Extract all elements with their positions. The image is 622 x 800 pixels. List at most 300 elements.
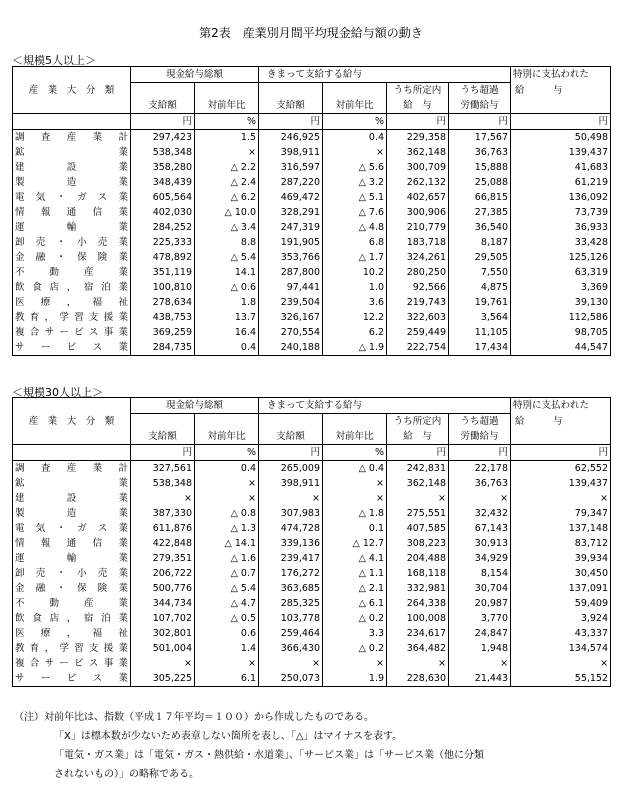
cell-value: 36,540 [449,220,511,235]
industry-name: 運輸業 [13,551,131,566]
cell-value: 398,911 [259,476,323,491]
table-row [13,340,611,356]
cell-value: 229,358 [387,130,449,146]
cell-value: × [323,491,387,506]
note-2: 「X」は標本数が少ないため表章しない箇所を表し、「△」はマイナスを表す。 [54,731,403,742]
table-row [13,310,611,325]
cell-value: 36,763 [449,145,511,160]
industry-name: 調査産業計 [13,130,131,146]
cell-value: △ 0.6 [195,280,259,295]
cell-value: 36,763 [449,476,511,491]
cell-value: 247,319 [259,220,323,235]
cell-value: × [387,656,449,671]
cell-value: 39,130 [511,295,611,310]
cell-value: 326,167 [259,310,323,325]
cell-value: 112,586 [511,310,611,325]
cell-value: 407,585 [387,521,449,536]
cell-value: 3,924 [511,611,611,626]
cell-value: 438,753 [131,310,195,325]
cell-value: 228,630 [387,671,449,687]
header-amount: 支給額 [131,414,195,445]
cell-value: × [259,491,323,506]
cell-value: △ 2.1 [323,581,387,596]
cell-value: △ 14.1 [195,536,259,551]
section-label-5: ＜規模5人以上＞ [12,54,96,67]
table-body-size5 [13,130,611,356]
cell-value: 19,761 [449,295,511,310]
industry-name: 教育，学習支援業 [13,310,131,325]
industry-name: 不動産業 [13,596,131,611]
cell-value: 234,617 [387,626,449,641]
cell-value: 50,498 [511,130,611,146]
cell-value: 259,464 [259,626,323,641]
cell-value: △ 3.2 [323,175,387,190]
table-row [13,175,611,190]
cell-value: 364,482 [387,641,449,656]
cell-value: 500,776 [131,581,195,596]
cell-value: 264,338 [387,596,449,611]
table-row [13,506,611,521]
industry-name: サービス業 [13,671,131,687]
cell-value: △ 0.5 [195,611,259,626]
unit-pct: % [323,114,387,130]
cell-value: 66,815 [449,190,511,205]
cell-value: △ 0.8 [195,506,259,521]
cell-value: 98,705 [511,325,611,340]
cell-value: △ 1.7 [323,250,387,265]
cell-value: △ 5.4 [195,581,259,596]
table-row [13,190,611,205]
header-total: 現金給与総額 [131,67,259,83]
cell-value: 280,250 [387,265,449,280]
cell-value: 287,800 [259,265,323,280]
cell-value: 39,934 [511,551,611,566]
cell-value: 0.4 [323,130,387,146]
cell-value: 1.0 [323,280,387,295]
cell-value: 7,550 [449,265,511,280]
table-row [13,641,611,656]
cell-value: 63,319 [511,265,611,280]
table-row [13,235,611,250]
table-size30 [12,397,611,687]
table-row [13,611,611,626]
unit-yen: 円 [387,114,449,130]
industry-name: 医療，福祉 [13,626,131,641]
cell-value: 387,330 [131,506,195,521]
cell-value: 1.4 [195,641,259,656]
cell-value: 92,566 [387,280,449,295]
cell-value: △ 0.2 [323,611,387,626]
table-row [13,671,611,687]
cell-value: 24,847 [449,626,511,641]
note-1: （注）対前年比は、指数（平成１７年平均＝１００）から作成したものである。 [14,712,374,723]
cell-value: 284,252 [131,220,195,235]
cell-value: 43,337 [511,626,611,641]
cell-value: △ 4.8 [323,220,387,235]
cell-value: 125,126 [511,250,611,265]
cell-value: 107,702 [131,611,195,626]
cell-value: 242,831 [387,461,449,477]
cell-value: 0.4 [195,461,259,477]
cell-value: × [131,656,195,671]
cell-value: 3.3 [323,626,387,641]
header-special: 特別に支払われた [511,67,611,83]
industry-name: 建設業 [13,160,131,175]
unit-yen: 円 [511,445,611,461]
header-scheduled: うち所定内 [387,414,449,430]
cell-value: 168,118 [387,566,449,581]
cell-value: 339,136 [259,536,323,551]
cell-value: 6.8 [323,235,387,250]
cell-value: 265,009 [259,461,323,477]
table-row [13,566,611,581]
cell-value: 328,291 [259,205,323,220]
cell-value: 36,933 [511,220,611,235]
cell-value: 285,325 [259,596,323,611]
cell-value: 474,728 [259,521,323,536]
table-row [13,145,611,160]
cell-value: 3.6 [323,295,387,310]
header-yoy: 対前年比 [323,83,387,114]
table-row [13,160,611,175]
cell-value: 67,143 [449,521,511,536]
cell-value: △ 1.3 [195,521,259,536]
header-overtime-2: 労働給与 [449,98,511,114]
cell-value: 348,439 [131,175,195,190]
table-body-size30 [13,461,611,687]
unit-pct: % [195,445,259,461]
cell-value: 422,848 [131,536,195,551]
cell-value: 363,685 [259,581,323,596]
cell-value: 478,892 [131,250,195,265]
cell-value: × [511,656,611,671]
header-yoy: 対前年比 [195,414,259,445]
cell-value: 275,551 [387,506,449,521]
cell-value: 297,423 [131,130,195,146]
industry-name: 不動産業 [13,265,131,280]
cell-value: 97,441 [259,280,323,295]
cell-value: △ 1.6 [195,551,259,566]
cell-value: △ 1.9 [323,340,387,356]
cell-value: △ 1.1 [323,566,387,581]
header-amount: 支給額 [259,83,323,114]
cell-value: 79,347 [511,506,611,521]
cell-value: 398,911 [259,145,323,160]
cell-value: 139,437 [511,145,611,160]
cell-value: 538,348 [131,476,195,491]
cell-value: 34,929 [449,551,511,566]
cell-value: 239,417 [259,551,323,566]
cell-value: 300,906 [387,205,449,220]
cell-value: 222,754 [387,340,449,356]
header-regular: きまって支給する給与 [259,398,511,414]
cell-value: 204,488 [387,551,449,566]
cell-value: 3,770 [449,611,511,626]
table-row [13,626,611,641]
cell-value: 250,073 [259,671,323,687]
table-row [13,130,611,146]
cell-value: 287,220 [259,175,323,190]
header-yoy: 対前年比 [195,83,259,114]
cell-value: 308,223 [387,536,449,551]
cell-value: 210,779 [387,220,449,235]
table-row [13,596,611,611]
cell-value: × [259,656,323,671]
cell-value: △ 3.4 [195,220,259,235]
header-industry: 産 業 大 分 類 [13,67,131,114]
cell-value: 538,348 [131,145,195,160]
cell-value: 206,722 [131,566,195,581]
cell-value: 351,119 [131,265,195,280]
header-scheduled-2: 給 与 [387,429,449,445]
industry-name: 鉱業 [13,476,131,491]
cell-value: 20,987 [449,596,511,611]
cell-value: 324,261 [387,250,449,265]
cell-value: 41,683 [511,160,611,175]
table-row [13,250,611,265]
cell-value: 100,810 [131,280,195,295]
header-yoy: 対前年比 [323,414,387,445]
cell-value: △ 2.4 [195,175,259,190]
header-regular: きまって支給する給与 [259,67,511,83]
cell-value: 139,437 [511,476,611,491]
cell-value: 30,704 [449,581,511,596]
industry-name: 運輸業 [13,220,131,235]
cell-value: 3,369 [511,280,611,295]
cell-value: 176,272 [259,566,323,581]
unit-yen: 円 [387,445,449,461]
cell-value: 14.1 [195,265,259,280]
table-size5 [12,66,611,356]
cell-value: 0.1 [323,521,387,536]
cell-value: 225,333 [131,235,195,250]
cell-value: 469,472 [259,190,323,205]
cell-value: 362,148 [387,145,449,160]
industry-name: 医療，福祉 [13,295,131,310]
cell-value: 44,547 [511,340,611,356]
cell-value: 300,709 [387,160,449,175]
industry-name: 調査産業計 [13,461,131,477]
cell-value: 6.1 [195,671,259,687]
cell-value: 136,092 [511,190,611,205]
unit-yen: 円 [511,114,611,130]
cell-value: 183,718 [387,235,449,250]
cell-value: 246,925 [259,130,323,146]
cell-value: 137,091 [511,581,611,596]
unit-yen: 円 [259,114,323,130]
cell-value: 316,597 [259,160,323,175]
cell-value: 353,766 [259,250,323,265]
section-label-30: ＜規模30人以上＞ [12,386,103,399]
table-row [13,461,611,477]
cell-value: × [449,491,511,506]
cell-value: × [195,491,259,506]
table-row [13,220,611,235]
cell-value: △ 0.7 [195,566,259,581]
cell-value: 0.6 [195,626,259,641]
header-overtime: うち超過 [449,83,511,99]
cell-value: 62,552 [511,461,611,477]
industry-name: 情報通信業 [13,536,131,551]
table-row [13,551,611,566]
table-row [13,265,611,280]
cell-value: △ 0.2 [323,641,387,656]
cell-value: △ 5.4 [195,250,259,265]
cell-value: × [323,656,387,671]
cell-value: 332,981 [387,581,449,596]
cell-value: 73,739 [511,205,611,220]
unit-pct: % [195,114,259,130]
cell-value: × [387,491,449,506]
cell-value: △ 2.2 [195,160,259,175]
header-scheduled-2: 給 与 [387,98,449,114]
cell-value: 4,875 [449,280,511,295]
cell-value: △ 5.1 [323,190,387,205]
cell-value: 134,574 [511,641,611,656]
header-amount: 支給額 [131,83,195,114]
cell-value: 1.8 [195,295,259,310]
cell-value: 284,735 [131,340,195,356]
cell-value: 362,148 [387,476,449,491]
cell-value: × [195,656,259,671]
cell-value: 30,913 [449,536,511,551]
cell-value: 137,148 [511,521,611,536]
table-row [13,280,611,295]
cell-value: × [131,491,195,506]
cell-value: 239,504 [259,295,323,310]
industry-name: 電気・ガス業 [13,190,131,205]
cell-value: 501,004 [131,641,195,656]
cell-value: × [195,476,259,491]
cell-value: 100,008 [387,611,449,626]
unit-yen: 円 [131,445,195,461]
cell-value: 27,385 [449,205,511,220]
table-row [13,205,611,220]
industry-name: 複合サービス事業 [13,656,131,671]
table-row [13,476,611,491]
cell-value: 33,428 [511,235,611,250]
cell-value: 30,450 [511,566,611,581]
cell-value: 605,564 [131,190,195,205]
cell-value: 16.4 [195,325,259,340]
unit-yen: 円 [131,114,195,130]
table-row [13,521,611,536]
industry-name: 教育，学習支援業 [13,641,131,656]
unit-yen: 円 [259,445,323,461]
cell-value: △ 5.6 [323,160,387,175]
table-row [13,491,611,506]
page-title: 第2表 産業別月間平均現金給与額の動き [199,26,423,40]
cell-value: 59,409 [511,596,611,611]
cell-value: 17,567 [449,130,511,146]
industry-name: 金融・保険業 [13,250,131,265]
cell-value: 32,432 [449,506,511,521]
cell-value: 402,657 [387,190,449,205]
cell-value: 1.9 [323,671,387,687]
cell-value: 15,888 [449,160,511,175]
cell-value: × [195,145,259,160]
header-special: 特別に支払われた [511,398,611,414]
unit-yen: 円 [449,114,511,130]
industry-name: 製造業 [13,175,131,190]
cell-value: 3,564 [449,310,511,325]
unit-pct: % [323,445,387,461]
industry-name: 電気・ガス業 [13,521,131,536]
cell-value: 103,778 [259,611,323,626]
cell-value: 327,561 [131,461,195,477]
cell-value: 83,712 [511,536,611,551]
cell-value: 369,259 [131,325,195,340]
cell-value: 0.4 [195,340,259,356]
cell-value: 10.2 [323,265,387,280]
header-industry: 産 業 大 分 類 [13,398,131,445]
cell-value: 21,443 [449,671,511,687]
cell-value: 11,105 [449,325,511,340]
cell-value: 279,351 [131,551,195,566]
cell-value: × [449,656,511,671]
cell-value: 6.2 [323,325,387,340]
note-3: 「電気・ガス業」は「電気・ガス・熱供給・水道業」、「サービス業」は「サービス業（他に分類 [54,750,484,761]
cell-value: × [323,476,387,491]
cell-value: 270,554 [259,325,323,340]
cell-value: △ 0.4 [323,461,387,477]
cell-value: 278,634 [131,295,195,310]
table-row [13,295,611,310]
cell-value: 61,219 [511,175,611,190]
industry-name: 鉱業 [13,145,131,160]
industry-name: 飲食店，宿泊業 [13,611,131,626]
cell-value: × [323,145,387,160]
header-overtime: うち超過 [449,414,511,430]
cell-value: 302,801 [131,626,195,641]
industry-name: 飲食店，宿泊業 [13,280,131,295]
cell-value: △ 4.1 [323,551,387,566]
header-scheduled: うち所定内 [387,83,449,99]
header-special-2: 給 与 [511,414,611,430]
header-total: 現金給与総額 [131,398,259,414]
cell-value: 8,187 [449,235,511,250]
header-amount: 支給額 [259,414,323,445]
header-special-2: 給 与 [511,83,611,99]
cell-value: 8,154 [449,566,511,581]
cell-value: 262,132 [387,175,449,190]
cell-value: 322,603 [387,310,449,325]
cell-value: △ 12.7 [323,536,387,551]
cell-value: 344,734 [131,596,195,611]
cell-value: 1,948 [449,641,511,656]
header-overtime-2: 労働給与 [449,429,511,445]
cell-value: △ 6.2 [195,190,259,205]
cell-value: 611,876 [131,521,195,536]
cell-value: 358,280 [131,160,195,175]
industry-name: 製造業 [13,506,131,521]
unit-yen: 円 [449,445,511,461]
cell-value: 13.7 [195,310,259,325]
cell-value: 240,188 [259,340,323,356]
cell-value: △ 10.0 [195,205,259,220]
cell-value: × [511,491,611,506]
note-4: されないもの）」の略称である。 [54,769,199,780]
industry-name: 建設業 [13,491,131,506]
cell-value: 22,178 [449,461,511,477]
cell-value: 55,152 [511,671,611,687]
cell-value: 219,743 [387,295,449,310]
footnotes [14,708,614,784]
industry-name: サービス業 [13,340,131,356]
cell-value: 8.8 [195,235,259,250]
industry-name: 卸売・小売業 [13,566,131,581]
cell-value: 25,088 [449,175,511,190]
